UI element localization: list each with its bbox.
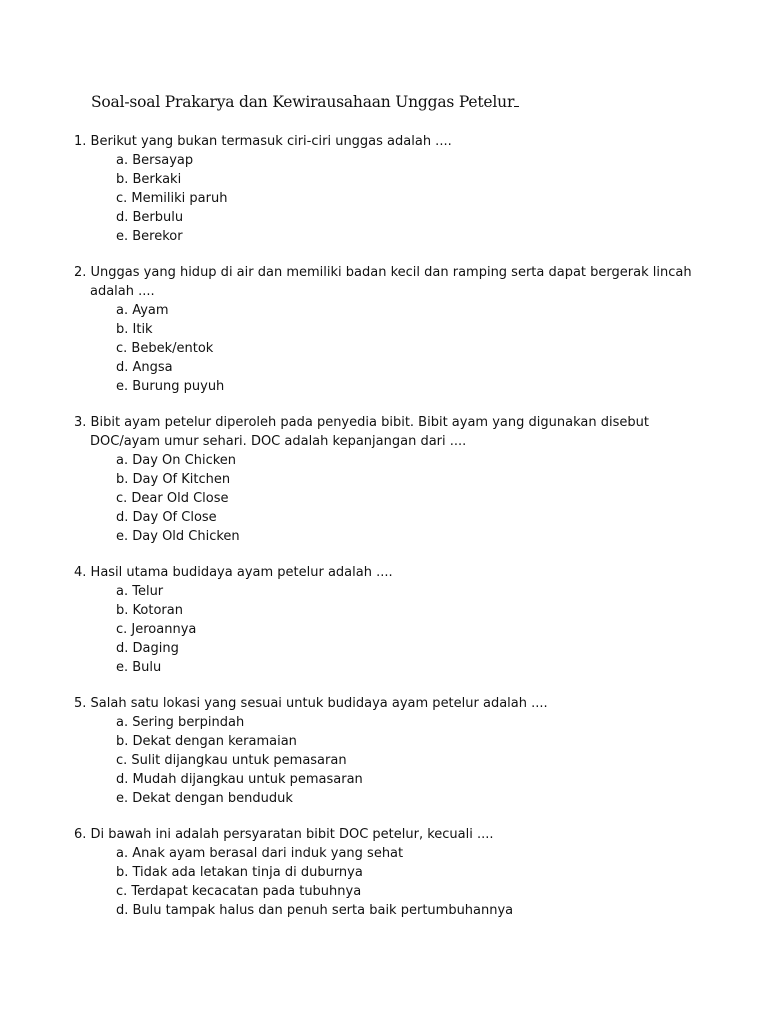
answer-option: d. Daging <box>116 641 179 656</box>
answer-option: a. Telur <box>116 584 164 599</box>
answer-option: c. Bebek/entok <box>116 341 214 356</box>
answer-option: e. Burung puyuh <box>116 379 225 394</box>
question-prompt: Hasil utama budidaya ayam petelur adalah .... <box>90 565 393 580</box>
answer-options <box>62 582 722 677</box>
question-text <box>62 413 722 451</box>
text-cursor <box>514 93 519 107</box>
answer-options <box>62 844 722 920</box>
answer-option: b. Tidak ada letakan tinja di duburnya <box>116 865 363 880</box>
answer-option: d. Berbulu <box>116 210 184 225</box>
answer-option: d. Day Of Close <box>116 510 217 525</box>
answer-option: a. Day On Chicken <box>116 453 237 468</box>
answer-option: d. Angsa <box>116 360 173 375</box>
answer-options <box>62 301 722 396</box>
answer-option: c. Sulit dijangkau untuk pemasaran <box>116 753 347 768</box>
question-prompt: Salah satu lokasi yang sesuai untuk budidaya ayam petelur adalah .... <box>90 696 548 711</box>
answer-option: e. Bulu <box>116 660 162 675</box>
answer-option: c. Terdapat kecacatan pada tubuhnya <box>116 884 362 899</box>
answer-option: d. Bulu tampak halus dan penuh serta baik pertumbuhannya <box>116 903 514 918</box>
question-text <box>62 825 722 844</box>
question-text <box>62 263 722 301</box>
document-title <box>91 93 519 111</box>
question-text <box>62 132 722 151</box>
answer-option: c. Dear Old Close <box>116 491 229 506</box>
question-prompt: Bibit ayam petelur diperoleh pada penyedia bibit. Bibit ayam yang digunakan disebut DOC/ayam umur sehari. DOC adalah kepanjangan dari .... <box>90 415 649 449</box>
document-title-text: Soal-soal Prakarya dan Kewirausahaan Unggas Petelur <box>91 93 515 111</box>
question-prompt: Unggas yang hidup di air dan memiliki badan kecil dan ramping serta dapat bergerak lincah adalah .... <box>90 265 692 299</box>
answer-option: a. Sering berpindah <box>116 715 245 730</box>
answer-option: e. Dekat dengan benduduk <box>116 791 293 806</box>
answer-options <box>62 451 722 546</box>
answer-option: b. Itik <box>116 322 153 337</box>
question-3 <box>62 413 722 546</box>
answer-option: b. Berkaki <box>116 172 182 187</box>
question-number: 5. <box>74 696 87 711</box>
answer-option: a. Bersayap <box>116 153 194 168</box>
question-prompt: Di bawah ini adalah persyaratan bibit DOC petelur, kecuali .... <box>90 827 494 842</box>
question-6 <box>62 825 722 920</box>
question-5 <box>62 694 722 808</box>
question-number: 4. <box>74 565 87 580</box>
question-number: 2. <box>74 265 87 280</box>
answer-option: b. Dekat dengan keramaian <box>116 734 297 749</box>
answer-option: c. Memiliki paruh <box>116 191 228 206</box>
answer-option: d. Mudah dijangkau untuk pemasaran <box>116 772 363 787</box>
answer-option: c. Jeroannya <box>116 622 197 637</box>
answer-options <box>62 713 722 808</box>
question-text <box>62 694 722 713</box>
question-2 <box>62 263 722 396</box>
answer-option: b. Kotoran <box>116 603 183 618</box>
question-number: 3. <box>74 415 87 430</box>
answer-option: e. Day Old Chicken <box>116 529 240 544</box>
question-1 <box>62 132 722 246</box>
question-number: 1. <box>74 134 87 149</box>
answer-option: a. Anak ayam berasal dari induk yang sehat <box>116 846 404 861</box>
answer-option: e. Berekor <box>116 229 183 244</box>
answer-options <box>62 151 722 246</box>
question-4 <box>62 563 722 677</box>
answer-option: a. Ayam <box>116 303 169 318</box>
answer-option: b. Day Of Kitchen <box>116 472 231 487</box>
question-prompt: Berikut yang bukan termasuk ciri-ciri unggas adalah .... <box>90 134 452 149</box>
question-number: 6. <box>74 827 87 842</box>
question-text <box>62 563 722 582</box>
question-list <box>62 132 722 937</box>
